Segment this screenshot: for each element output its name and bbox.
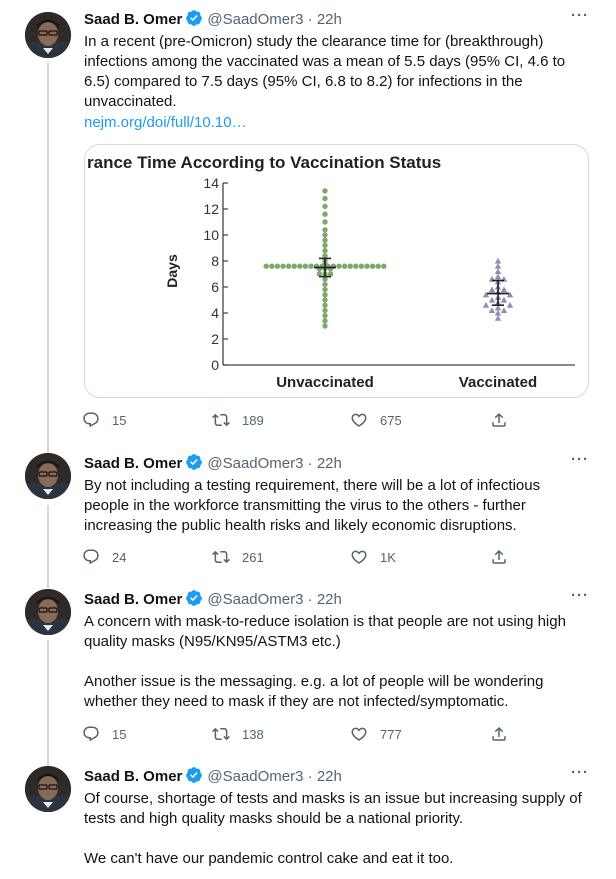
data-point-unvaccinated bbox=[322, 313, 327, 318]
like-count: 1K bbox=[380, 549, 396, 565]
share-icon bbox=[490, 725, 508, 743]
y-tick-label: 2 bbox=[211, 331, 219, 347]
tweet-text bbox=[84, 32, 584, 133]
data-point-unvaccinated bbox=[322, 243, 327, 248]
data-point-unvaccinated bbox=[381, 264, 386, 269]
avatar[interactable] bbox=[25, 766, 71, 812]
data-point-vaccinated bbox=[489, 286, 495, 292]
data-point-vaccinated bbox=[495, 315, 501, 321]
data-point-unvaccinated bbox=[336, 264, 341, 269]
retweet-button[interactable] bbox=[212, 410, 264, 430]
data-point-unvaccinated bbox=[322, 248, 327, 253]
data-point-unvaccinated bbox=[322, 297, 327, 302]
retweet-count: 189 bbox=[242, 412, 264, 428]
data-point-unvaccinated bbox=[322, 318, 327, 323]
data-point-unvaccinated bbox=[322, 232, 327, 237]
retweet-count: 261 bbox=[242, 549, 264, 565]
data-point-unvaccinated bbox=[364, 264, 369, 269]
reply-icon bbox=[82, 411, 100, 429]
x-category-label: Unvaccinated bbox=[276, 374, 374, 391]
author-handle[interactable]: @SaadOmer3 bbox=[207, 455, 304, 472]
like-button[interactable] bbox=[350, 724, 402, 744]
tweet-actions bbox=[82, 547, 522, 567]
data-point-unvaccinated bbox=[264, 264, 269, 269]
data-point-unvaccinated bbox=[297, 264, 302, 269]
data-point-unvaccinated bbox=[308, 264, 313, 269]
data-point-vaccinated bbox=[483, 292, 489, 298]
data-point-unvaccinated bbox=[292, 264, 297, 269]
retweet-count: 138 bbox=[242, 726, 264, 742]
author-name[interactable]: Saad B. Omer bbox=[84, 11, 183, 28]
tweet-text bbox=[84, 789, 584, 869]
more-horizontal-icon[interactable]: ··· bbox=[571, 7, 589, 24]
reply-count: 24 bbox=[112, 549, 127, 565]
retweet-button[interactable] bbox=[212, 547, 264, 567]
y-tick-label: 8 bbox=[211, 253, 219, 269]
tweet-paragraph: In a recent (pre-Omicron) study the clearance time for (breakthrough) infections among the vaccinated was a mean of 5.5 days (95% CI, 4.6 to 6.5) compared to 7.5 days (95% CI, 6.8 to 8.2) for infections in the unvaccinated. bbox=[84, 33, 566, 110]
data-point-unvaccinated bbox=[322, 282, 327, 287]
data-point-unvaccinated bbox=[348, 264, 353, 269]
tweet-paragraph: A concern with mask-to-reduce isolation is that people are not using high quality masks (N95/KN95/ASTM3 etc.) bbox=[84, 613, 566, 650]
author-name[interactable]: Saad B. Omer bbox=[84, 455, 183, 472]
like-count: 777 bbox=[380, 726, 402, 742]
tweet-text bbox=[84, 476, 584, 536]
avatar-photo bbox=[25, 589, 71, 635]
data-point-vaccinated bbox=[495, 310, 501, 316]
data-point-vaccinated bbox=[483, 302, 489, 308]
reply-icon bbox=[82, 548, 100, 566]
retweet-icon bbox=[212, 548, 230, 566]
data-point-unvaccinated bbox=[322, 219, 327, 224]
author-handle[interactable]: @SaadOmer3 bbox=[207, 591, 304, 608]
author-handle[interactable]: @SaadOmer3 bbox=[207, 768, 304, 785]
tweet-paragraph: Of course, shortage of tests and masks is an issue but increasing supply of tests and high quality masks should be a national priority. bbox=[84, 790, 582, 827]
data-point-vaccinated bbox=[507, 292, 513, 298]
y-tick-label: 6 bbox=[211, 279, 219, 295]
data-point-unvaccinated bbox=[303, 264, 308, 269]
data-point-vaccinated bbox=[495, 273, 501, 279]
scatter-chart bbox=[85, 145, 588, 397]
data-point-unvaccinated bbox=[322, 287, 327, 292]
tweet-paragraph: We can't have our pandemic control cake and eat it too. bbox=[84, 850, 454, 867]
heart-icon bbox=[350, 548, 368, 566]
avatar-photo bbox=[25, 12, 71, 58]
data-point-unvaccinated bbox=[322, 196, 327, 201]
x-category-label: Vaccinated bbox=[458, 374, 538, 391]
timestamp[interactable]: · 22h bbox=[307, 11, 342, 28]
avatar[interactable] bbox=[25, 589, 71, 635]
data-point-unvaccinated bbox=[280, 264, 285, 269]
chart-card[interactable] bbox=[84, 144, 589, 398]
tweet-paragraph: By not including a testing requirement, there will be a lot of infectious people in the workforce transmitting the virus to the others - further increasing the public health risks and likely economic disruptions. bbox=[84, 477, 541, 534]
data-point-unvaccinated bbox=[359, 264, 364, 269]
data-point-vaccinated bbox=[501, 286, 507, 292]
data-point-unvaccinated bbox=[322, 204, 327, 209]
tweet-header bbox=[84, 589, 342, 613]
data-point-unvaccinated bbox=[322, 188, 327, 193]
data-point-unvaccinated bbox=[286, 264, 291, 269]
data-point-vaccinated bbox=[495, 268, 501, 274]
y-tick-label: 0 bbox=[211, 357, 219, 373]
avatar[interactable] bbox=[25, 12, 71, 58]
tweet-actions bbox=[82, 410, 522, 430]
chart-marks bbox=[264, 188, 514, 329]
share-button[interactable] bbox=[490, 410, 520, 430]
chart-ylabel: Days bbox=[164, 254, 180, 288]
tweet-link[interactable]: nejm.org/doi/full/10.10… bbox=[84, 114, 247, 131]
tweet[interactable] bbox=[0, 754, 616, 879]
tweet[interactable] bbox=[0, 577, 616, 752]
share-button[interactable] bbox=[490, 547, 520, 567]
data-point-unvaccinated bbox=[322, 212, 327, 217]
verified-badge-icon bbox=[185, 766, 203, 790]
timestamp[interactable]: · 22h bbox=[307, 768, 342, 785]
like-button[interactable] bbox=[350, 547, 396, 567]
author-name[interactable]: Saad B. Omer bbox=[84, 768, 183, 785]
more-horizontal-icon[interactable]: ··· bbox=[571, 451, 589, 468]
verified-badge-icon bbox=[185, 9, 203, 33]
reply-button[interactable] bbox=[82, 724, 126, 744]
avatar[interactable] bbox=[25, 453, 71, 499]
data-point-unvaccinated bbox=[322, 303, 327, 308]
tweet-actions bbox=[82, 724, 522, 744]
data-point-unvaccinated bbox=[353, 264, 358, 269]
tweet-paragraph: Another issue is the messaging. e.g. a lot of people will be wondering whether they need to mask if they are not infected/symptomatic. bbox=[84, 673, 544, 710]
author-name[interactable]: Saad B. Omer bbox=[84, 591, 183, 608]
share-icon bbox=[490, 548, 508, 566]
more-horizontal-icon[interactable]: ··· bbox=[571, 764, 589, 781]
data-point-unvaccinated bbox=[370, 264, 375, 269]
reply-count: 15 bbox=[112, 726, 127, 742]
reply-count: 15 bbox=[112, 412, 127, 428]
y-tick-label: 10 bbox=[203, 227, 219, 243]
data-point-vaccinated bbox=[495, 263, 501, 269]
share-button[interactable] bbox=[490, 724, 520, 744]
data-point-unvaccinated bbox=[322, 292, 327, 297]
tweet-header bbox=[84, 453, 342, 477]
data-point-unvaccinated bbox=[342, 264, 347, 269]
data-point-unvaccinated bbox=[322, 308, 327, 313]
data-point-vaccinated bbox=[501, 297, 507, 303]
data-point-vaccinated bbox=[507, 302, 513, 308]
data-point-unvaccinated bbox=[275, 264, 280, 269]
like-button[interactable] bbox=[350, 410, 402, 430]
avatar-photo bbox=[25, 453, 71, 499]
data-point-unvaccinated bbox=[322, 238, 327, 243]
y-tick-label: 12 bbox=[203, 201, 219, 217]
data-point-unvaccinated bbox=[322, 227, 327, 232]
tweet[interactable] bbox=[0, 441, 616, 576]
retweet-icon bbox=[212, 411, 230, 429]
reply-button[interactable] bbox=[82, 410, 126, 430]
avatar-photo bbox=[25, 766, 71, 812]
tweet-text bbox=[84, 612, 584, 712]
heart-icon bbox=[350, 725, 368, 743]
y-tick-label: 4 bbox=[211, 305, 219, 321]
data-point-vaccinated bbox=[489, 297, 495, 303]
share-icon bbox=[490, 411, 508, 429]
chart-axes bbox=[203, 175, 575, 391]
reply-button[interactable] bbox=[82, 547, 126, 567]
verified-badge-icon bbox=[185, 453, 203, 477]
data-point-vaccinated bbox=[501, 307, 507, 313]
reply-icon bbox=[82, 725, 100, 743]
data-point-unvaccinated bbox=[376, 264, 381, 269]
like-count: 675 bbox=[380, 412, 402, 428]
retweet-button[interactable] bbox=[212, 724, 264, 744]
timestamp[interactable]: · 22h bbox=[307, 591, 342, 608]
tweet-header bbox=[84, 9, 342, 33]
data-point-unvaccinated bbox=[269, 264, 274, 269]
y-tick-label: 14 bbox=[203, 175, 219, 191]
data-point-vaccinated bbox=[489, 307, 495, 313]
retweet-icon bbox=[212, 725, 230, 743]
heart-icon bbox=[350, 411, 368, 429]
data-point-unvaccinated bbox=[322, 323, 327, 328]
chart-title: rance Time According to Vaccination Status bbox=[87, 153, 442, 172]
verified-badge-icon bbox=[185, 589, 203, 613]
author-handle[interactable]: @SaadOmer3 bbox=[207, 11, 304, 28]
more-horizontal-icon[interactable]: ··· bbox=[571, 587, 589, 604]
tweet-header bbox=[84, 766, 342, 790]
data-point-vaccinated bbox=[495, 258, 501, 264]
timestamp[interactable]: · 22h bbox=[307, 455, 342, 472]
